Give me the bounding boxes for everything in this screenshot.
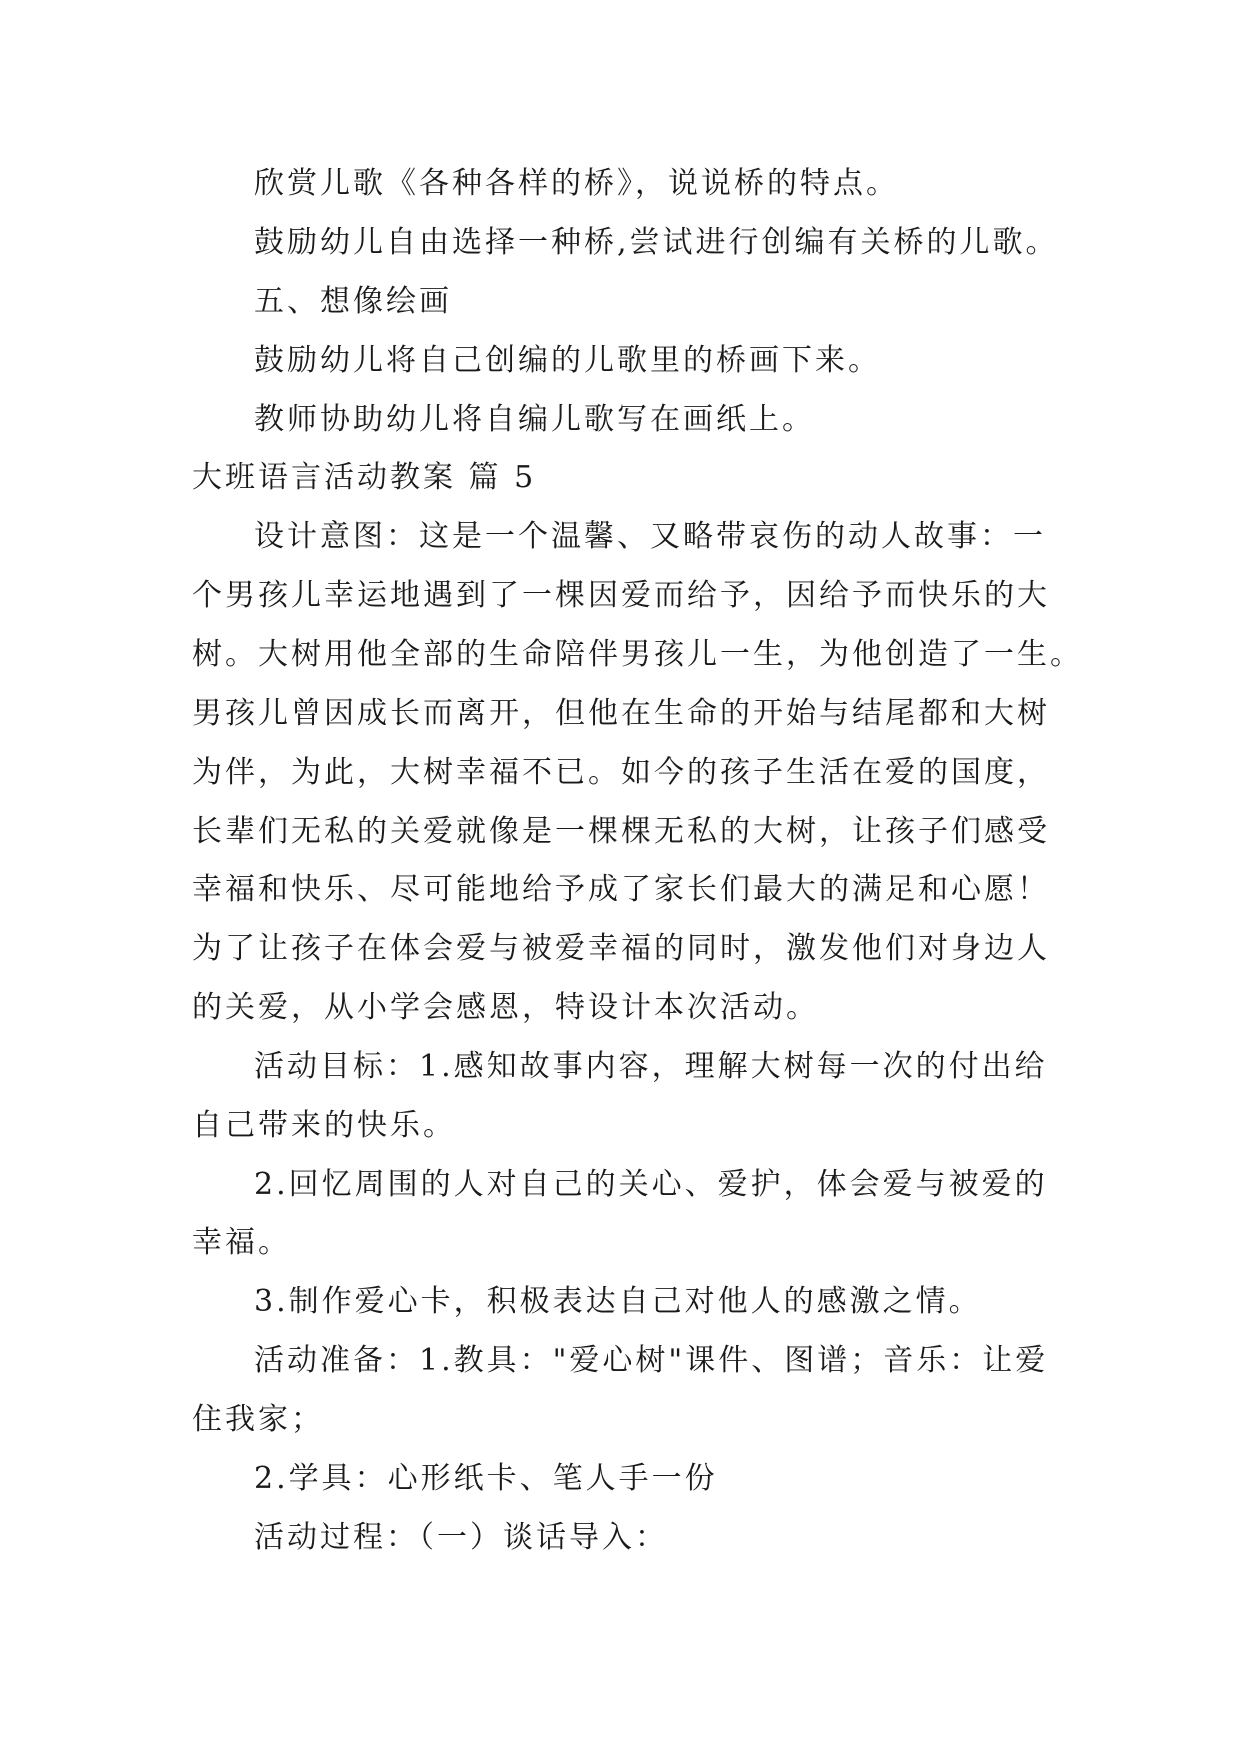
paragraph-line: 为了让孩子在体会爱与被爱幸福的同时，激发他们对身边人: [192, 931, 1050, 966]
paragraph-line: 活动准备：1.教具："爱心树"课件、图谱；音乐：让爱: [254, 1343, 1049, 1378]
paragraph-line: 的关爱，从小学会感恩，特设计本次活动。: [192, 990, 819, 1025]
paragraph-line: 教师协助幼儿将自编儿歌写在画纸上。: [254, 402, 815, 437]
paragraph-line: 树。大树用他全部的生命陪伴男孩儿一生，为他创造了一生。: [192, 637, 1083, 672]
section-heading: 五、想像绘画: [254, 284, 452, 319]
paragraph-line: 自己带来的快乐。: [192, 1108, 456, 1143]
paragraph-line: 2.回忆周围的人对自己的关心、爱护，体会爱与被爱的: [254, 1167, 1048, 1202]
paragraph-line: 长辈们无私的关爱就像是一棵棵无私的大树，让孩子们感受: [192, 814, 1050, 849]
paragraph-line: 2.学具：心形纸卡、笔人手一份: [254, 1461, 718, 1496]
paragraph-line: 为伴，为此，大树幸福不已。如今的孩子生活在爱的国度，: [192, 755, 1050, 790]
paragraph-line: 个男孩儿幸运地遇到了一棵因爱而给予，因给予而快乐的大: [192, 578, 1050, 613]
paragraph-line: 幸福。: [192, 1225, 291, 1260]
paragraph-line: 男孩儿曾因成长而离开，但他在生命的开始与结尾都和大树: [192, 696, 1050, 731]
paragraph-line: 住我家；: [192, 1402, 324, 1437]
paragraph-line: 鼓励幼儿将自己创编的儿歌里的桥画下来。: [254, 343, 881, 378]
paragraph-line: 活动目标：1.感知故事内容，理解大树每一次的付出给: [254, 1049, 1048, 1084]
paragraph-line: 鼓励幼儿自由选择一种桥,尝试进行创编有关桥的儿歌。: [254, 225, 1059, 260]
paragraph-line: 幸福和快乐、尽可能地给予成了家长们最大的满足和心愿！: [192, 872, 1050, 907]
paragraph-line: 3.制作爱心卡，积极表达自己对他人的感激之情。: [254, 1284, 982, 1319]
article-title: 大班语言活动教案 篇 5: [192, 460, 537, 495]
paragraph-line: 欣赏儿歌《各种各样的桥》，说说桥的特点。: [254, 166, 899, 201]
paragraph-line: 设计意图：这是一个温馨、又略带哀伤的动人故事：一: [254, 519, 1046, 554]
paragraph-line: 活动过程：（一）谈话导入：: [254, 1520, 668, 1555]
